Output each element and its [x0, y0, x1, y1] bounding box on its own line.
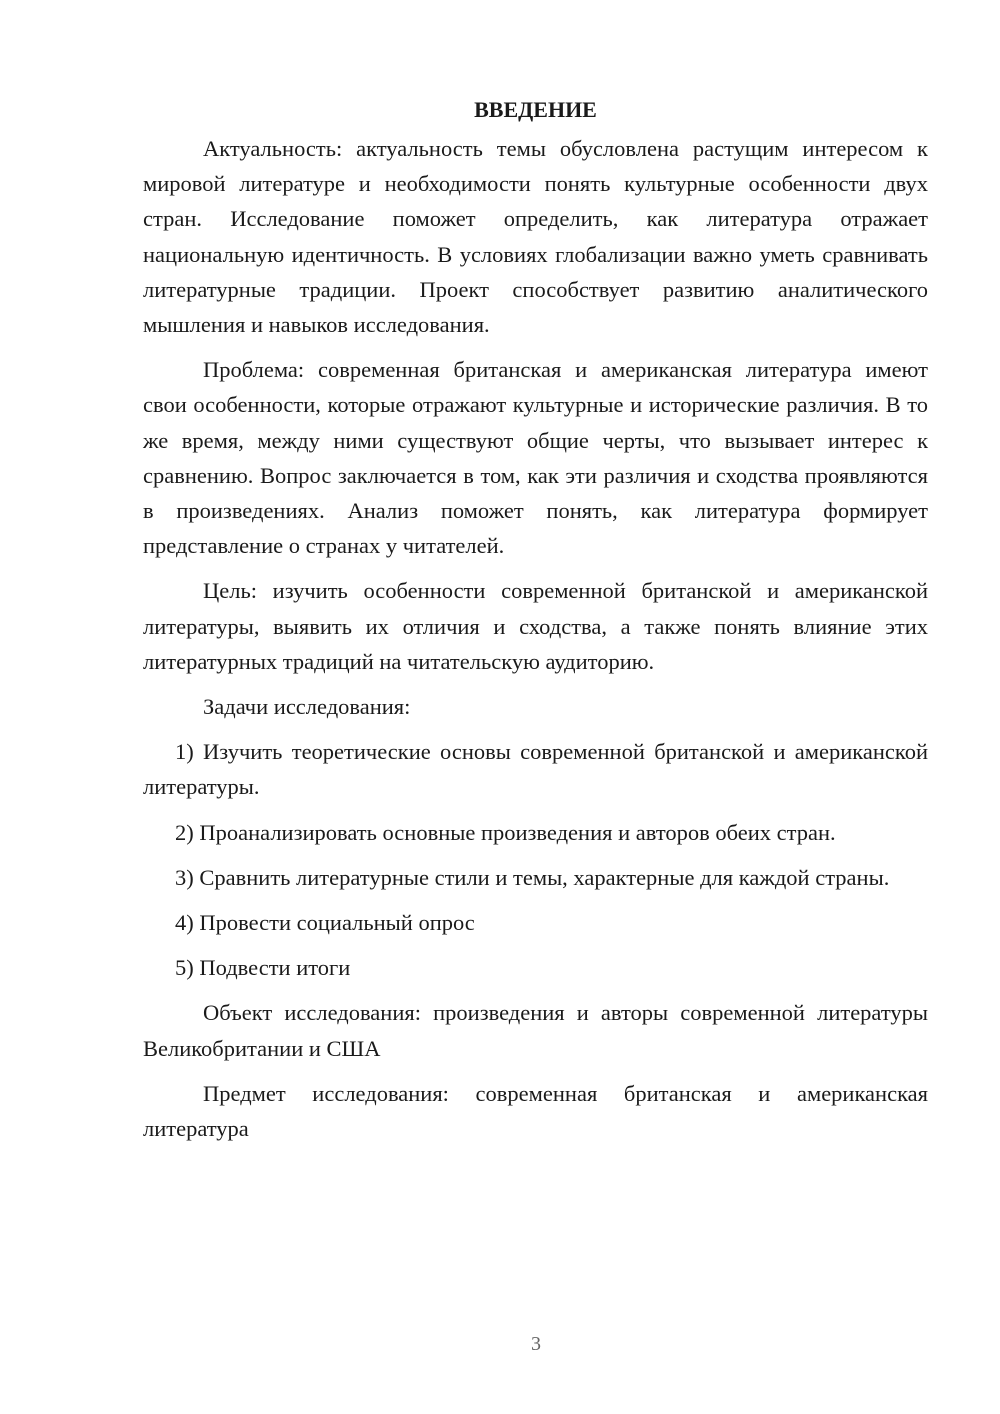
tasks-heading: Задачи исследования:: [203, 694, 411, 720]
goal-paragraph: Цель: изучить особенности современной британской и американской литературы, выявить их отличия и сходства, а также понять влияние этих литературных традиций на читательскую аудиторию.: [143, 578, 928, 674]
list-item: 1) Изучить теоретические основы современной британской и американской литературы.: [143, 739, 928, 800]
page-title: ВВЕДЕНИЕ: [474, 97, 597, 122]
page-number: 3: [531, 1333, 541, 1355]
list-item: 4) Провести социальный опрос: [175, 910, 475, 936]
relevance-paragraph: Актуальность: актуальность темы обусловлена растущим интересом к мировой литературе и необходимости понять культурные особенности двух стран. Исследование поможет определить, как литература отражает национальную идентичность. В условиях глобализации важно уметь сравнивать литературные традиции. Проект способствует развитию аналитического мышления и навыков исследования.: [143, 136, 928, 338]
list-item: 3) Сравнить литературные стили и темы, характерные для каждой страны.: [175, 864, 890, 890]
document-page: [143, 92, 928, 1156]
list-item: 5) Подвести итоги: [175, 955, 351, 981]
tasks-list: [143, 734, 928, 985]
list-item: 2) Проанализировать основные произведения и авторов обеих стран.: [175, 819, 836, 845]
problem-paragraph: Проблема: современная британская и американская литература имеют свои особенности, которые отражают культурные и исторические различия. В то же время, между ними существуют общие черты, что вызывает интерес к сравнению. Вопрос заключается в том, как эти различия и сходства проявляются в произведениях. Анализ поможет понять, как литература формирует представление о странах у читателей.: [143, 357, 928, 559]
subject-paragraph: Предмет исследования: современная британская и американская литература: [143, 1080, 928, 1142]
object-paragraph: Объект исследования: произведения и авторы современной литературы Великобритании и США: [143, 1000, 928, 1061]
